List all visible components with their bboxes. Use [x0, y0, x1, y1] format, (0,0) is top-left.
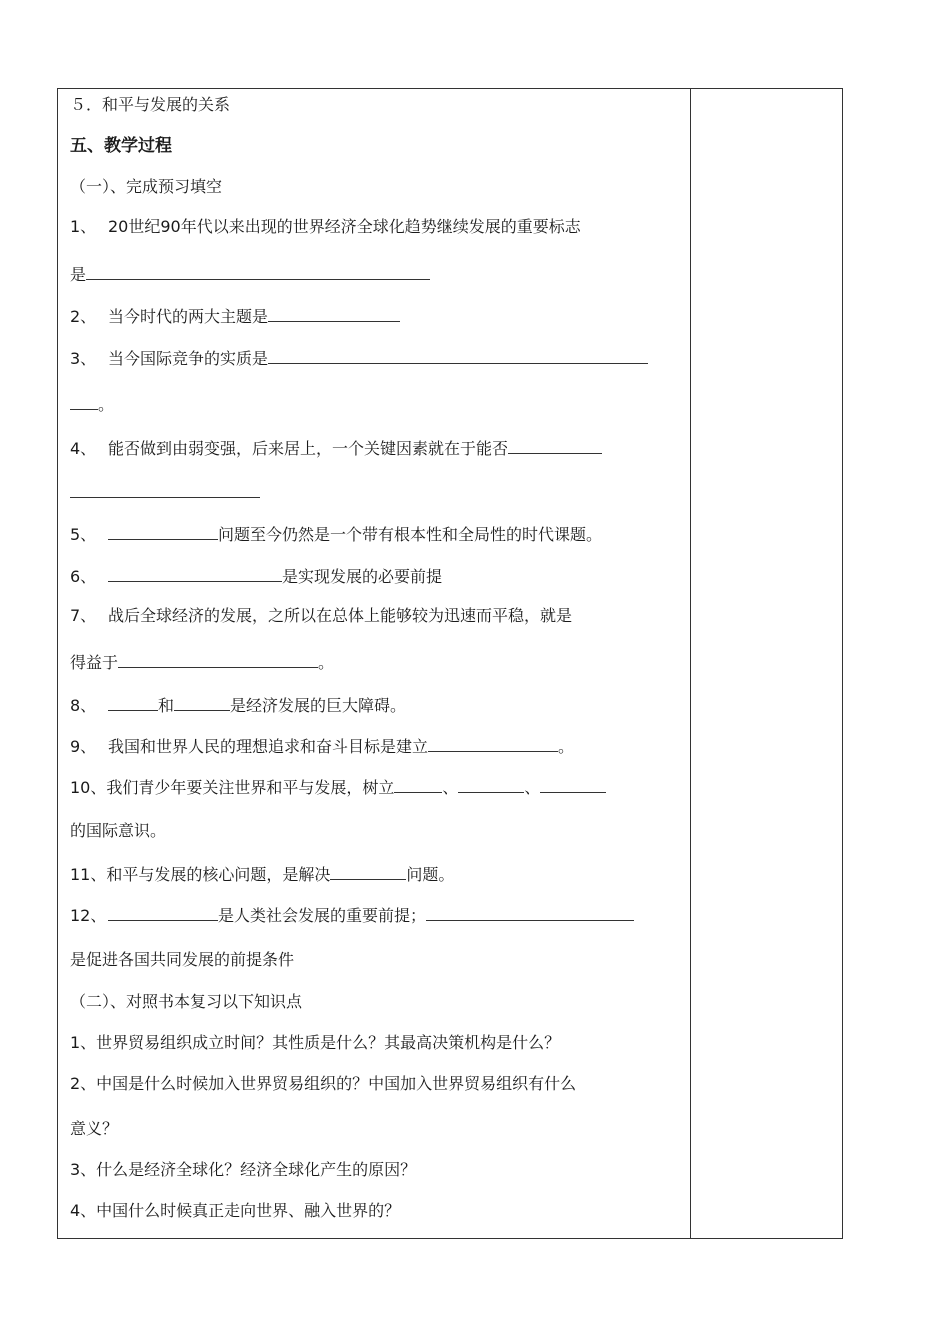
question-text: 是	[70, 265, 87, 284]
answer-blank[interactable]	[330, 863, 406, 880]
notes-column	[690, 89, 691, 1238]
question-10-cont	[70, 821, 166, 841]
answer-blank[interactable]	[508, 437, 602, 454]
knowledge-1	[70, 1033, 560, 1053]
answer-blank[interactable]	[426, 904, 634, 921]
question-text: 是实现发展的必要前提	[282, 567, 443, 586]
question-2	[70, 305, 400, 327]
question-text: 20世纪90年代以来出现的世界经济全球化趋势继续发展的重要标志	[108, 217, 581, 236]
question-12	[70, 904, 634, 926]
answer-blank[interactable]	[268, 347, 648, 364]
question-text: 当今时代的两大主题是	[108, 307, 269, 326]
question-number: 3、	[70, 349, 97, 368]
question-text: 10、我们青少年要关注世界和平与发展，树立	[70, 778, 395, 797]
answer-blank[interactable]	[268, 305, 400, 322]
question-number: 4、	[70, 439, 97, 458]
answer-blank[interactable]	[540, 776, 606, 793]
knowledge-text: 4、中国什么时候真正走向世界、融入世界的？	[70, 1201, 401, 1220]
question-6	[70, 565, 442, 587]
question-text: 。	[558, 737, 575, 756]
question-number: 9、	[70, 737, 97, 756]
knowledge-text: 3、什么是经济全球化？经济全球化产生的原因？	[70, 1160, 417, 1179]
answer-blank[interactable]	[428, 735, 558, 752]
question-text: 战后全球经济的发展，之所以在总体上能够较为迅速而平稳，就是	[108, 606, 573, 625]
question-12-cont	[70, 950, 294, 970]
question-text: 我国和世界人民的理想追求和奋斗目标是建立	[108, 737, 429, 756]
knowledge-text: 2、中国是什么时候加入世界贸易组织的？中国加入世界贸易组织有什么	[70, 1074, 577, 1093]
separator: 、	[524, 778, 541, 797]
question-number: 1、	[70, 217, 97, 236]
question-text: 的国际意识。	[70, 821, 167, 840]
answer-blank[interactable]	[70, 481, 260, 498]
question-text: 问题至今仍然是一个带有根本性和全局性的时代课题。	[218, 525, 603, 544]
lesson-table	[57, 88, 843, 1239]
question-number: 2、	[70, 307, 97, 326]
question-text: 是促进各国共同发展的前提条件	[70, 950, 295, 969]
question-text: 是人类社会发展的重要前提；	[218, 906, 427, 925]
question-3-cont	[70, 393, 114, 415]
subsection-text: （二）、对照书本复习以下知识点	[70, 992, 303, 1011]
question-text: 11、和平与发展的核心问题，是解决	[70, 865, 331, 884]
question-10	[70, 776, 606, 798]
question-4	[70, 437, 602, 459]
question-5	[70, 523, 602, 545]
question-number: 5、	[70, 525, 97, 544]
knowledge-2	[70, 1074, 576, 1094]
question-3	[70, 347, 648, 369]
question-number: 12、	[70, 906, 107, 925]
answer-blank[interactable]	[86, 263, 430, 280]
knowledge-text: 意义？	[70, 1119, 119, 1138]
knowledge-4	[70, 1201, 400, 1221]
question-text: 当今国际竞争的实质是	[108, 349, 269, 368]
question-8	[70, 694, 406, 716]
answer-blank[interactable]	[70, 393, 98, 410]
question-text: 和	[158, 696, 175, 715]
answer-blank[interactable]	[108, 694, 158, 711]
question-7-cont	[70, 651, 334, 673]
question-number: 7、	[70, 606, 97, 625]
subsection-two	[70, 992, 302, 1012]
question-text: 是经济发展的巨大障碍。	[230, 696, 407, 715]
heading-text: ５．和平与发展的关系	[70, 95, 231, 114]
answer-blank[interactable]	[108, 523, 218, 540]
question-text: 能否做到由弱变强，后来居上，一个关键因素就在于能否	[108, 439, 509, 458]
knowledge-2-cont	[70, 1119, 118, 1139]
question-text: 。	[318, 653, 335, 672]
question-number: 6、	[70, 567, 97, 586]
knowledge-text: 1、世界贸易组织成立时间？其性质是什么？其最高决策机构是什么？	[70, 1033, 561, 1052]
separator: 、	[442, 778, 459, 797]
subsection-one	[70, 177, 222, 197]
answer-blank[interactable]	[174, 694, 230, 711]
section-title	[70, 136, 172, 156]
question-text: 得益于	[70, 653, 119, 672]
question-4-cont	[70, 481, 260, 503]
question-1-cont	[70, 263, 430, 285]
question-7	[70, 606, 572, 626]
title-text: 五、教学过程	[70, 136, 172, 156]
answer-blank[interactable]	[108, 904, 218, 921]
question-1	[70, 217, 581, 237]
answer-blank[interactable]	[394, 776, 442, 793]
question-11	[70, 863, 454, 885]
question-9	[70, 735, 574, 757]
subsection-text: （一）、完成预习填空	[70, 177, 223, 196]
question-number: 8、	[70, 696, 97, 715]
answer-blank[interactable]	[458, 776, 524, 793]
answer-blank[interactable]	[108, 565, 282, 582]
knowledge-3	[70, 1160, 416, 1180]
section-heading-5	[70, 95, 230, 115]
question-text: 问题。	[406, 865, 455, 884]
answer-blank[interactable]	[118, 651, 318, 668]
question-text: 。	[98, 395, 115, 414]
